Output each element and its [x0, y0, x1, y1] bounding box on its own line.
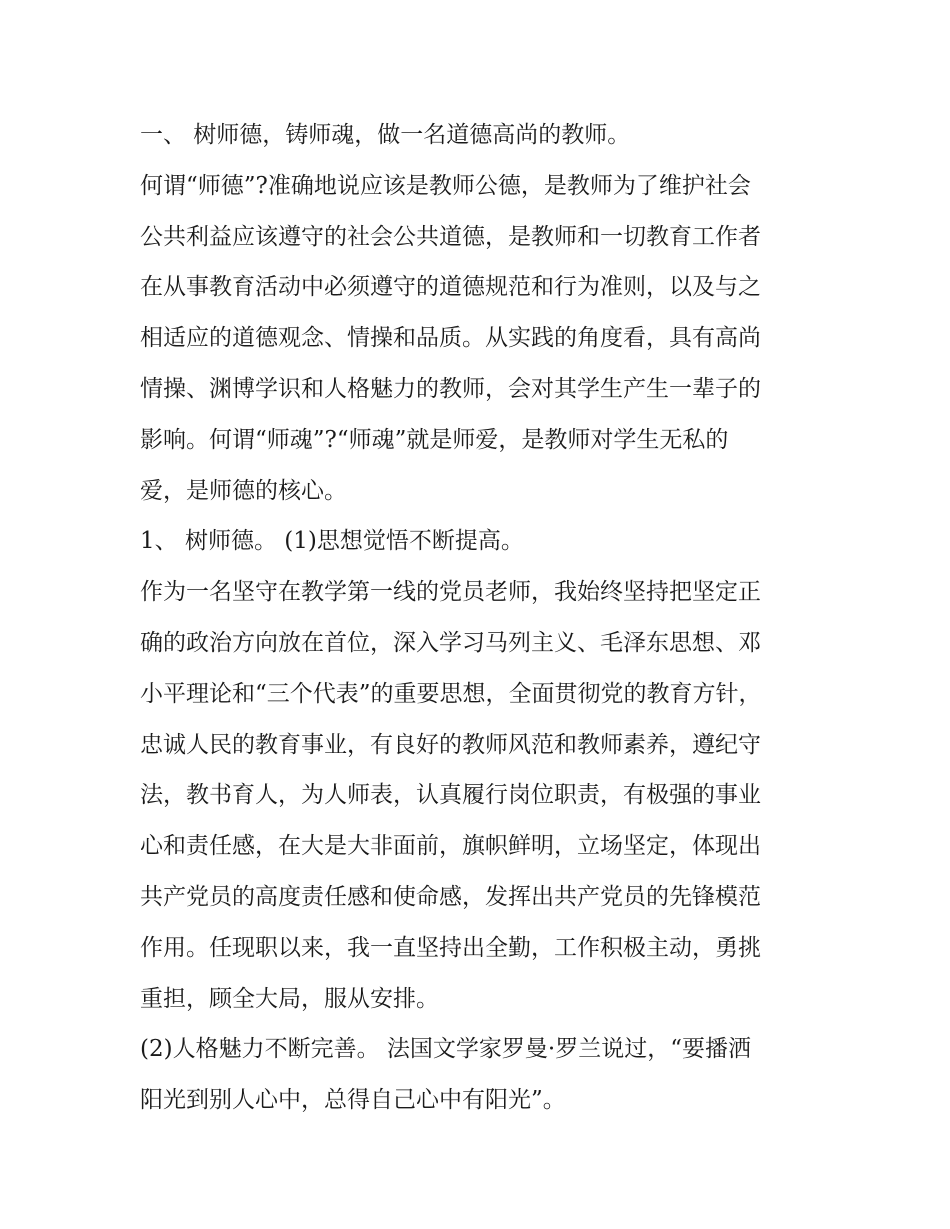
text-line: 忠诚人民的教育事业，有良好的教师风范和教师素养，遵纪守 — [140, 731, 761, 758]
text-line: 公共利益应该遵守的社会公共道德，是教师和一切教育工作者 — [140, 223, 761, 250]
text-line: 作用。任现职以来，我一直坚持出全勤，工作积极主动，勇挑 — [140, 934, 761, 961]
text-line-heading: 一、 树师德，铸师魂，做一名道德高尚的教师。 — [140, 122, 631, 148]
text-line: 共产党员的高度责任感和使命感，发挥出共产党员的先锋模范 — [140, 883, 761, 910]
document-body — [140, 110, 840, 1126]
text-line-subheading: (2)人格魅力不断完善。 法国文学家罗曼·罗兰说过，“要播洒 — [140, 1036, 751, 1063]
text-line: 爱，是师德的核心。 — [140, 477, 347, 504]
text-line: 何谓“师德”?准确地说应该是教师公德，是教师为了维护社会 — [140, 172, 751, 199]
text-line: 在从事教育活动中必须遵守的道德规范和行为准则，以及与之 — [140, 274, 761, 301]
text-line: 法，教书育人，为人师表，认真履行岗位职责，有极强的事业 — [140, 782, 761, 809]
text-line: 影响。何谓“师魂”?“师魂”就是师爱，是教师对学生无私的 — [140, 426, 729, 453]
text-line: 作为一名坚守在教学第一线的党员老师，我始终坚持把坚定正 — [140, 579, 761, 606]
text-line: 心和责任感，在大是大非面前，旗帜鲜明，立场坚定，体现出 — [140, 833, 761, 860]
text-line: 相适应的道德观念、情操和品质。从实践的角度看，具有高尚 — [140, 325, 761, 352]
text-line: 重担，顾全大局，服从安排。 — [140, 985, 439, 1012]
text-line: 阳光到别人心中，总得自己心中有阳光”。 — [140, 1087, 566, 1114]
text-line: 小平理论和“三个代表”的重要思想，全面贯彻党的教育方针， — [140, 680, 762, 707]
text-line: 确的政治方向放在首位，深入学习马列主义、毛泽东思想、邓 — [140, 629, 761, 656]
text-line-subheading: 1、 树师德。 (1)思想觉悟不断提高。 — [140, 528, 524, 555]
text-line: 情操、渊博学识和人格魅力的教师，会对其学生产生一辈子的 — [140, 375, 761, 402]
